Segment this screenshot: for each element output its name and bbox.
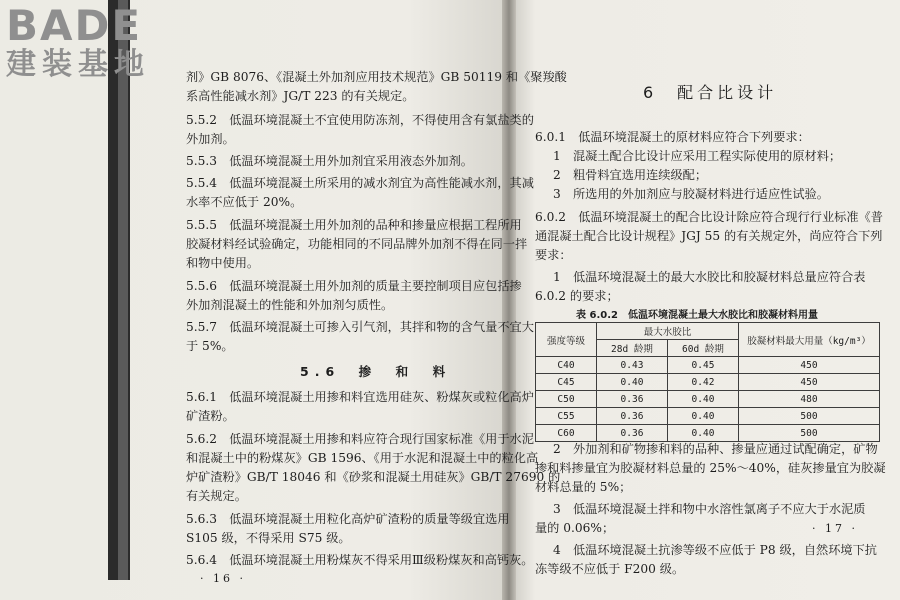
left-line: S105 级，不得采用 S75 级。 bbox=[186, 531, 351, 545]
cell-grade: C45 bbox=[536, 374, 597, 391]
cell-binder: 500 bbox=[739, 408, 880, 425]
right-line: 材料总量的 5%； bbox=[535, 480, 632, 494]
right-line: 4 低温环境混凝土抗渗等级不应低于 P8 级，自然环境下抗 bbox=[553, 543, 877, 557]
section-title: 5.6 掺 和 料 bbox=[300, 364, 452, 379]
th-wb-ratio: 最大水胶比 bbox=[597, 323, 739, 340]
left-line: 和混凝土中的粉煤灰》GB 1596、《用于水泥和混凝土中的粒化高 bbox=[186, 451, 539, 465]
right-line: 3 低温环境混凝土拌和物中水溶性氯离子不应大于水泥质 bbox=[553, 502, 866, 516]
left-line: 5.5.4 低温环境混凝土所采用的减水剂宜为高性能减水剂，其减 bbox=[186, 176, 534, 190]
cell-28d: 0.36 bbox=[597, 425, 668, 442]
cell-binder: 500 bbox=[739, 425, 880, 442]
page-number-right: · 17 · bbox=[812, 522, 858, 535]
left-line: 系高性能减水剂》JG/T 223 的有关规定。 bbox=[186, 89, 415, 103]
scan-border-inner bbox=[118, 0, 128, 580]
th-binder: 胶凝材料最大用量（kg/m³） bbox=[739, 323, 880, 357]
cell-binder: 450 bbox=[739, 357, 880, 374]
cell-binder: 480 bbox=[739, 391, 880, 408]
table-row bbox=[536, 374, 880, 391]
th-grade: 强度等级 bbox=[536, 323, 597, 357]
table-row bbox=[536, 391, 880, 408]
left-line: 胶凝材料经试验确定，功能相同的不同品牌外加剂不得在同一拌 bbox=[186, 237, 528, 251]
logo-sub-text: 建装基地 bbox=[6, 47, 150, 82]
right-line: 掺和料掺量宜为胶凝材料总量的 25%～40%，硅灰掺量宜为胶凝 bbox=[535, 461, 886, 475]
left-line: 和物中使用。 bbox=[186, 256, 260, 270]
right-line: 2 外加剂和矿物掺和料的品种、掺量应通过试配确定，矿物 bbox=[553, 442, 878, 456]
right-line: 冻等级不应低于 F200 级。 bbox=[535, 562, 685, 576]
left-line: 矿渣粉。 bbox=[186, 409, 235, 423]
table-row bbox=[536, 357, 880, 374]
left-line: 5.6.1 低温环境混凝土用掺和料宜选用硅灰、粉煤灰或粒化高炉 bbox=[186, 390, 534, 404]
right-line: 2 粗骨料宜选用连续级配； bbox=[553, 168, 708, 182]
cell-60d: 0.45 bbox=[668, 357, 739, 374]
cell-grade: C55 bbox=[536, 408, 597, 425]
left-line: 5.6.3 低温环境混凝土用粒化高炉矿渣粉的质量等级宜选用 bbox=[186, 512, 510, 526]
logo-main-text: BADE bbox=[6, 1, 143, 50]
cell-grade: C50 bbox=[536, 391, 597, 408]
right-line: 1 低温环境混凝土的最大水胶比和胶凝材料总量应符合表 bbox=[553, 270, 866, 284]
cell-60d: 0.42 bbox=[668, 374, 739, 391]
cell-binder: 450 bbox=[739, 374, 880, 391]
right-line: 量的 0.06%； bbox=[535, 521, 615, 535]
cell-28d: 0.36 bbox=[597, 408, 668, 425]
left-line: 外加剂。 bbox=[186, 132, 235, 146]
cell-60d: 0.40 bbox=[668, 425, 739, 442]
left-line: 5.6.4 低温环境混凝土用粉煤灰不得采用Ⅲ级粉煤灰和高钙灰。 bbox=[186, 553, 534, 567]
left-line: 5.5.5 低温环境混凝土用外加剂的品种和掺量应根据工程所用 bbox=[186, 218, 522, 232]
table-6-0-2 bbox=[535, 322, 880, 442]
left-line: 有关规定。 bbox=[186, 489, 247, 503]
left-line: 于 5%。 bbox=[186, 339, 234, 353]
right-line: 1 混凝土配合比设计应采用工程实际使用的原材料； bbox=[553, 149, 842, 163]
table-caption: 表 6.0.2 低温环境混凝土最大水胶比和胶凝材料用量 bbox=[576, 310, 818, 321]
bade-logo bbox=[6, 1, 181, 82]
th-28d: 28d 龄期 bbox=[597, 340, 668, 357]
cell-28d: 0.40 bbox=[597, 374, 668, 391]
left-line: 5.5.7 低温环境混凝土可掺入引气剂，其拌和物的含气量不宜大 bbox=[186, 320, 534, 334]
left-line: 5.6.2 低温环境混凝土用掺和料应符合现行国家标准《用于水泥 bbox=[186, 432, 534, 446]
chapter-title: 6 配合比设计 bbox=[643, 83, 778, 102]
cell-60d: 0.40 bbox=[668, 391, 739, 408]
page-number-left: · 16 · bbox=[200, 572, 246, 585]
cell-grade: C60 bbox=[536, 425, 597, 442]
th-60d: 60d 龄期 bbox=[668, 340, 739, 357]
right-line: 3 所选用的外加剂应与胶凝材料进行适应性试验。 bbox=[553, 187, 829, 201]
right-line: 6.0.2 低温环境混凝土的配合比设计除应符合现行行业标准《普 bbox=[535, 210, 883, 224]
left-line: 水率不应低于 20%。 bbox=[186, 195, 303, 209]
left-line: 炉矿渣粉》GB/T 18046 和《砂浆和混凝土用硅灰》GB/T 27690 的 bbox=[186, 470, 561, 484]
table-row bbox=[536, 425, 880, 442]
left-line: 外加剂混凝土的性能和外加剂匀质性。 bbox=[186, 298, 394, 312]
cell-28d: 0.36 bbox=[597, 391, 668, 408]
table-row bbox=[536, 408, 880, 425]
left-line: 5.5.6 低温环境混凝土用外加剂的质量主要控制项目应包括掺 bbox=[186, 279, 522, 293]
cell-grade: C40 bbox=[536, 357, 597, 374]
cell-60d: 0.40 bbox=[668, 408, 739, 425]
left-line: 剂》GB 8076、《混凝土外加剂应用技术规范》GB 50119 和《聚羧酸 bbox=[186, 70, 567, 84]
left-line: 5.5.2 低温环境混凝土不宜使用防冻剂，不得使用含有氯盐类的 bbox=[186, 113, 534, 127]
right-line: 要求： bbox=[535, 248, 572, 262]
cell-28d: 0.43 bbox=[597, 357, 668, 374]
right-line: 6.0.1 低温环境混凝土的原材料应符合下列要求： bbox=[535, 130, 810, 144]
right-line: 6.0.2 的要求； bbox=[535, 289, 619, 303]
right-line: 通混凝土配合比设计规程》JGJ 55 的有关规定外，尚应符合下列 bbox=[535, 229, 883, 243]
left-line: 5.5.3 低温环境混凝土用外加剂宜采用液态外加剂。 bbox=[186, 154, 473, 168]
